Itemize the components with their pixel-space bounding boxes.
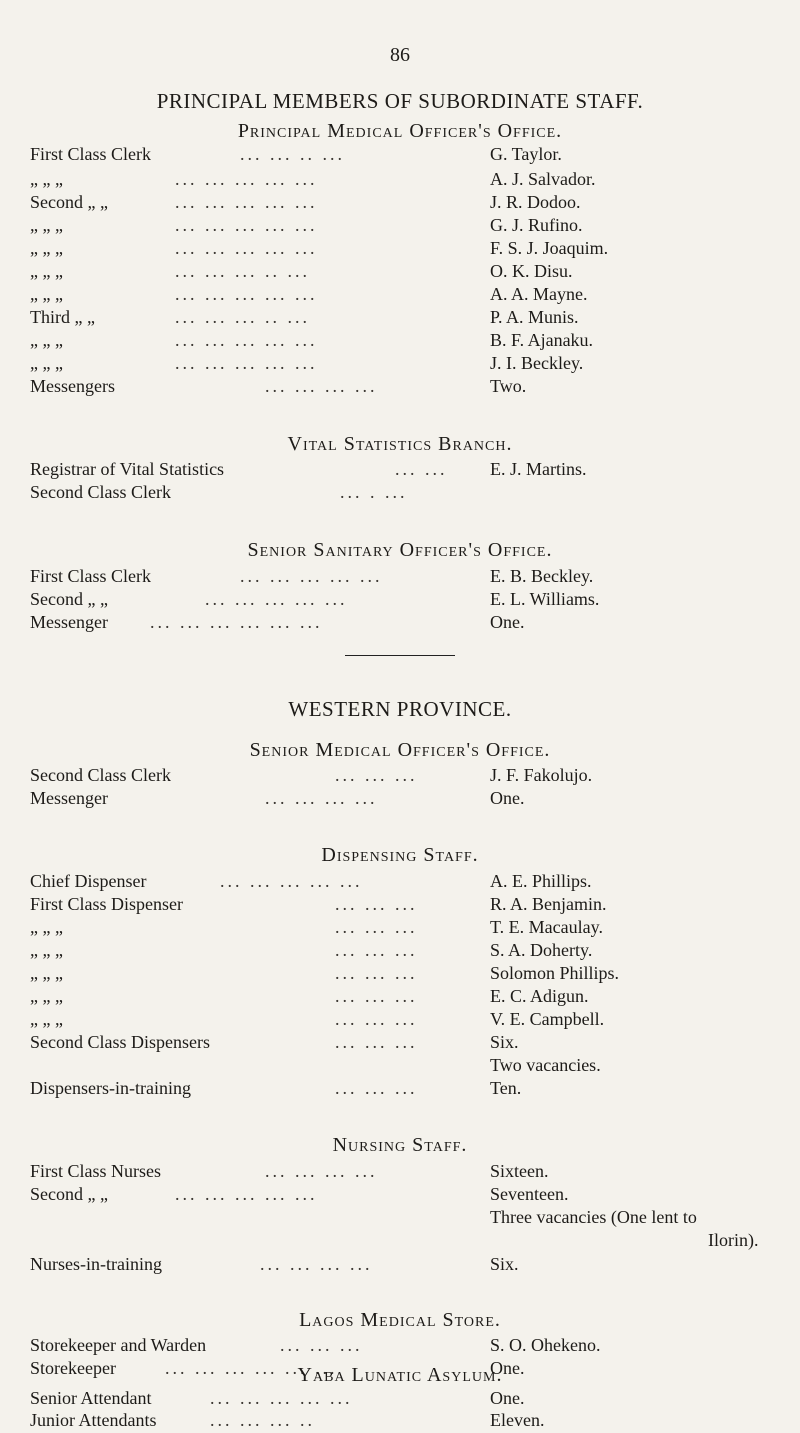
row-value: A. A. Mayne. xyxy=(490,284,588,304)
row-value: F. S. J. Joaquim. xyxy=(490,238,609,258)
staff-row xyxy=(30,1076,770,1100)
staff-row xyxy=(30,1182,770,1206)
row-label: Second Class Clerk xyxy=(30,765,171,785)
row-label: „ „ „ xyxy=(30,986,63,1006)
staff-row xyxy=(30,1030,770,1054)
leader-dots: ... ... ... xyxy=(335,765,418,785)
row-label: Second Class Clerk xyxy=(30,482,171,502)
continuation-text: Ilorin). xyxy=(708,1230,759,1250)
row-value: P. A. Munis. xyxy=(490,307,579,327)
row-value: One. xyxy=(490,788,525,808)
leader-dots: ... ... ... .. ... xyxy=(175,261,310,281)
leader-dots: ... ... ... ... xyxy=(260,1254,373,1274)
row-label: Junior Attendants xyxy=(30,1410,157,1430)
leader-dots: ... ... ... ... xyxy=(265,1161,378,1181)
leader-dots: ... ... ... ... ... xyxy=(210,1388,353,1408)
staff-row xyxy=(30,374,770,398)
row-label: „ „ „ xyxy=(30,330,63,350)
row-label: Storekeeper xyxy=(30,1358,116,1378)
leader-dots: ... ... ... xyxy=(280,1335,363,1355)
row-value: A. J. Salvador. xyxy=(490,169,596,189)
leader-dots: ... ... ... xyxy=(335,986,418,1006)
leader-dots: ... ... xyxy=(395,459,448,479)
leader-dots: ... ... ... ... ... xyxy=(175,353,318,373)
leader-dots: ... ... ... ... ... xyxy=(175,238,318,258)
row-value: Seventeen. xyxy=(490,1184,569,1204)
leader-dots: ... ... ... ... ... xyxy=(175,192,318,212)
staff-row xyxy=(30,1159,770,1183)
staff-row xyxy=(30,351,770,375)
staff-row xyxy=(30,259,770,283)
section-heading-smo: Senior Medical Officer's Office. xyxy=(249,739,551,761)
staff-row xyxy=(30,167,770,191)
leader-dots: ... ... ... ... ... ... xyxy=(150,612,323,632)
leader-dots: ... ... ... xyxy=(335,1032,418,1052)
leader-dots: ... ... ... ... ... ... xyxy=(165,1358,338,1378)
row-value: V. E. Campbell. xyxy=(490,1009,605,1029)
row-value: E. C. Adigun. xyxy=(490,986,589,1006)
leader-dots: ... ... ... ... ... xyxy=(240,566,383,586)
staff-row xyxy=(30,1408,770,1432)
staff-row xyxy=(30,961,770,985)
row-value: Two. xyxy=(490,376,527,396)
row-label: „ „ „ xyxy=(30,215,63,235)
section-heading-pmo: Principal Medical Officer's Office. xyxy=(237,120,563,142)
staff-row xyxy=(30,1386,770,1410)
staff-row xyxy=(30,282,770,306)
row-value: R. A. Benjamin. xyxy=(490,894,607,914)
row-value: One. xyxy=(490,1388,525,1408)
staff-row xyxy=(30,786,770,810)
leader-dots: ... ... ... ... ... xyxy=(220,871,363,891)
row-label: Third „ „ xyxy=(30,307,95,327)
staff-row xyxy=(30,938,770,962)
section-heading-store: Lagos Medical Store. xyxy=(299,1309,501,1331)
leader-dots: ... ... ... ... ... xyxy=(175,169,318,189)
row-label: „ „ „ xyxy=(30,940,63,960)
row-value: T. E. Macaulay. xyxy=(490,917,603,937)
staff-row xyxy=(30,1252,770,1276)
row-label: Dispensers-in-training xyxy=(30,1078,191,1098)
section-heading-nursing: Nursing Staff. xyxy=(332,1134,468,1156)
row-label: „ „ „ xyxy=(30,261,63,281)
staff-row xyxy=(30,869,770,893)
section-heading-vital: Vital Statistics Branch. xyxy=(287,433,513,455)
row-value: One. xyxy=(490,1358,525,1378)
staff-row xyxy=(30,480,770,504)
row-label: Messenger xyxy=(30,788,108,808)
row-value: Six. xyxy=(490,1032,519,1052)
row-value: B. F. Ajanaku. xyxy=(490,330,594,350)
leader-dots: ... ... ... .. xyxy=(210,1410,315,1430)
row-value: Eleven. xyxy=(490,1410,545,1430)
staff-row xyxy=(30,1007,770,1031)
row-value: G. Taylor. xyxy=(490,144,562,164)
row-value: O. K. Disu. xyxy=(490,261,573,281)
staff-row xyxy=(30,328,770,352)
row-label: „ „ „ xyxy=(30,917,63,937)
row-label: Senior Attendant xyxy=(30,1388,152,1408)
continuation-text: Two vacancies. xyxy=(490,1055,601,1075)
row-value: E. J. Martins. xyxy=(490,459,587,479)
row-label: „ „ „ xyxy=(30,1009,63,1029)
leader-dots: ... ... ... ... ... xyxy=(175,215,318,235)
staff-row xyxy=(30,892,770,916)
row-value: Six. xyxy=(490,1254,519,1274)
staff-row xyxy=(30,457,770,481)
row-value: J. R. Dodoo. xyxy=(490,192,581,212)
row-value: S. A. Doherty. xyxy=(490,940,593,960)
leader-dots: ... ... ... xyxy=(335,940,418,960)
row-label: Second „ „ xyxy=(30,589,108,609)
staff-row xyxy=(30,1333,770,1357)
leader-dots: ... ... ... ... ... xyxy=(205,589,348,609)
section-heading-asylum: Yaba Lunatic Asylum. xyxy=(297,1364,503,1386)
row-value: G. J. Rufino. xyxy=(490,215,583,235)
row-label: „ „ „ xyxy=(30,238,63,258)
staff-row xyxy=(30,190,770,214)
leader-dots: ... ... ... xyxy=(335,963,418,983)
staff-row xyxy=(30,236,770,260)
row-value: J. I. Beckley. xyxy=(490,353,584,373)
staff-row xyxy=(30,305,770,329)
leader-dots: ... ... ... xyxy=(335,1009,418,1029)
row-value: One. xyxy=(490,612,525,632)
staff-row xyxy=(30,213,770,237)
staff-row xyxy=(30,564,770,588)
staff-row xyxy=(30,763,770,787)
page-number: 86 xyxy=(390,44,410,66)
western-province-title: WESTERN PROVINCE. xyxy=(288,697,512,721)
row-value: J. F. Fakolujo. xyxy=(490,765,593,785)
continuation-text: Three vacancies (One lent to xyxy=(490,1207,697,1227)
row-label: Second Class Dispensers xyxy=(30,1032,210,1052)
row-label: Messengers xyxy=(30,376,115,396)
staff-row xyxy=(30,610,770,634)
staff-row xyxy=(30,915,770,939)
row-label: Storekeeper and Warden xyxy=(30,1335,207,1355)
row-label: „ „ „ xyxy=(30,353,63,373)
section-heading-dispensing: Dispensing Staff. xyxy=(321,844,479,866)
leader-dots: ... ... ... xyxy=(335,917,418,937)
row-value: E. B. Beckley. xyxy=(490,566,594,586)
row-value: A. E. Phillips. xyxy=(490,871,592,891)
row-value: Solomon Phillips. xyxy=(490,963,620,983)
row-label: Chief Dispenser xyxy=(30,871,147,891)
row-label: Nurses-in-training xyxy=(30,1254,162,1274)
row-label: „ „ „ xyxy=(30,963,63,983)
row-label: Second „ „ xyxy=(30,1184,108,1204)
row-value: E. L. Williams. xyxy=(490,589,600,609)
section-heading-sanitary: Senior Sanitary Officer's Office. xyxy=(247,539,553,561)
row-value: Sixteen. xyxy=(490,1161,549,1181)
section-divider xyxy=(345,655,455,656)
leader-dots: ... ... ... ... ... xyxy=(175,1184,318,1204)
leader-dots: ... ... ... ... xyxy=(265,788,378,808)
leader-dots: ... ... ... .. ... xyxy=(175,307,310,327)
leader-dots: ... ... ... xyxy=(335,894,418,914)
staff-row xyxy=(30,142,770,166)
row-label: Second „ „ xyxy=(30,192,108,212)
row-label: „ „ „ xyxy=(30,169,63,189)
row-value: Ten. xyxy=(490,1078,522,1098)
row-label: Registrar of Vital Statistics xyxy=(30,459,225,479)
leader-dots: ... . ... xyxy=(340,482,408,502)
row-value: S. O. Ohekeno. xyxy=(490,1335,601,1355)
row-label: First Class Dispenser xyxy=(30,894,183,914)
main-title: PRINCIPAL MEMBERS OF SUBORDINATE STAFF. xyxy=(156,89,644,113)
row-label: „ „ „ xyxy=(30,284,63,304)
leader-dots: ... ... ... xyxy=(335,1078,418,1098)
leader-dots: ... ... .. ... xyxy=(240,144,345,164)
leader-dots: ... ... ... ... xyxy=(265,376,378,396)
row-label: Messenger xyxy=(30,612,108,632)
staff-row xyxy=(30,984,770,1008)
leader-dots: ... ... ... ... ... xyxy=(175,284,318,304)
row-label: First Class Clerk xyxy=(30,144,152,164)
leader-dots: ... ... ... ... ... xyxy=(175,330,318,350)
staff-row xyxy=(30,587,770,611)
row-label: First Class Nurses xyxy=(30,1161,162,1181)
row-label: First Class Clerk xyxy=(30,566,152,586)
